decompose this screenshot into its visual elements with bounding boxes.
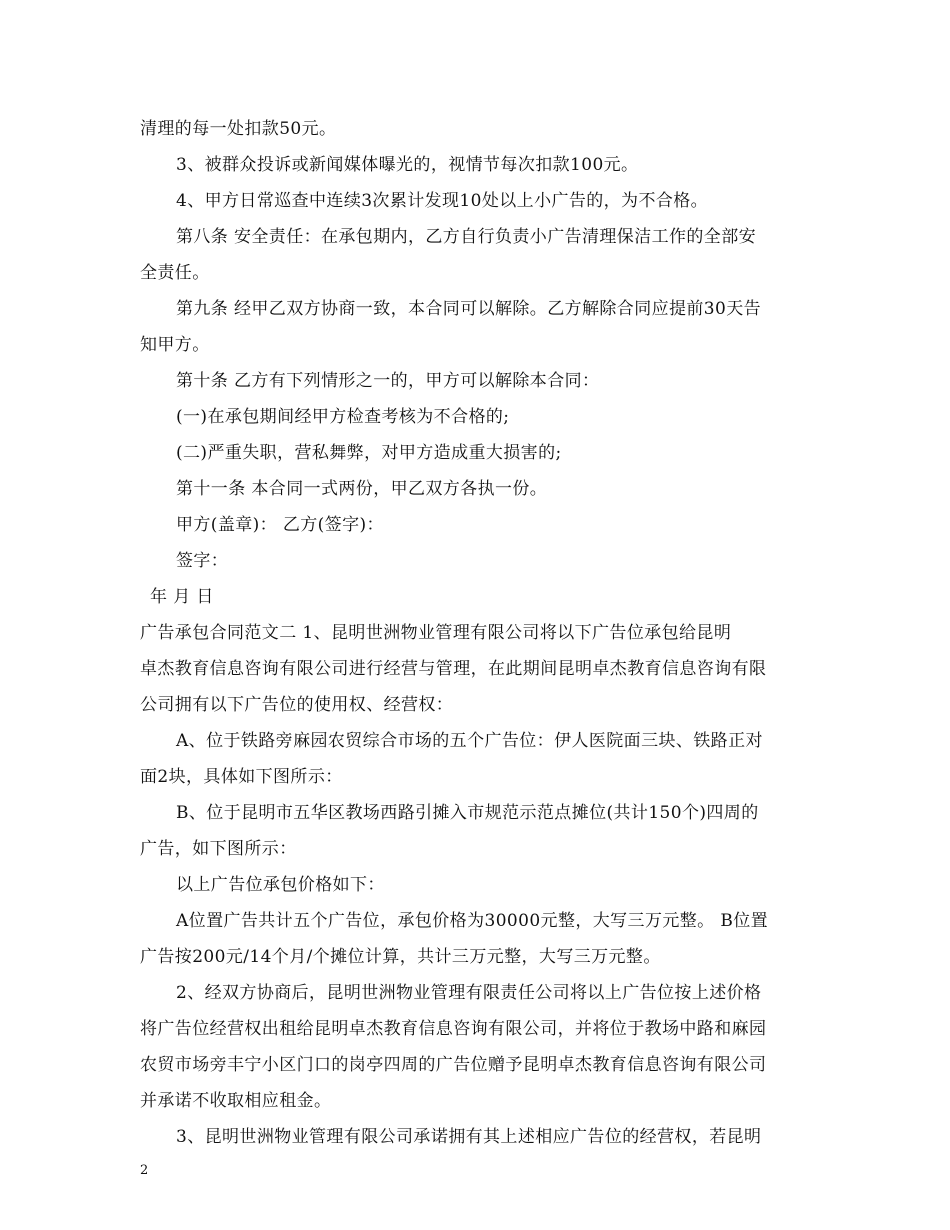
text-line: 第十一条 本合同一式两份，甲乙双方各执一份。 <box>176 479 548 499</box>
text-line: 卓杰教育信息咨询有限公司进行经营与管理，在此期间昆明卓杰教育信息咨询有限 <box>140 659 767 679</box>
signature-line: 甲方(盖章)： 乙方(签字)： <box>176 515 384 535</box>
text-line: A位置广告共计五个广告位，承包价格为30000元整，大写三万元整。 B位置 <box>176 911 769 931</box>
text-line: B、位于昆明市五华区教场西路引摊入市规范示范点摊位(共计150个)四周的 <box>176 803 759 823</box>
text-line: 第九条 经甲乙双方协商一致，本合同可以解除。乙方解除合同应提前30天告 <box>176 299 762 319</box>
text-line: 知甲方。 <box>140 335 210 355</box>
text-line: 并承诺不收取相应租金。 <box>140 1091 332 1111</box>
text-line: 农贸市场旁丰宁小区门口的岗亭四周的广告位赠予昆明卓杰教育信息咨询有限公司 <box>140 1055 767 1075</box>
text-line: A、位于铁路旁麻园农贸综合市场的五个广告位：伊人医院面三块、铁路正对 <box>176 731 763 751</box>
text-line: 第八条 安全责任：在承包期内，乙方自行负责小广告清理保洁工作的全部安 <box>176 227 757 247</box>
text-line: 全责任。 <box>140 263 210 283</box>
text-line: 3、昆明世洲物业管理有限公司承诺拥有其上述相应广告位的经营权，若昆明 <box>176 1127 762 1147</box>
page-number: 2 <box>140 1163 149 1178</box>
text-line: 4、甲方日常巡查中连续3次累计发现10处以上小广告的，为不合格。 <box>176 191 709 211</box>
text-line: 将广告位经营权出租给昆明卓杰教育信息咨询有限公司，并将位于教场中路和麻园 <box>140 1019 767 1039</box>
signature-line: 签字： <box>176 551 229 571</box>
text-line: 面2块，具体如下图所示： <box>140 767 343 787</box>
text-line: 广告按200元/14个月/个摊位计算，共计三万元整，大写三万元整。 <box>140 947 661 967</box>
text-line: 以上广告位承包价格如下： <box>176 875 385 895</box>
text-line: (一)在承包期间经甲方检查考核为不合格的; <box>176 407 510 427</box>
section-heading-line: 广告承包合同范文二 1、昆明世洲物业管理有限公司将以下广告位承包给昆明 <box>140 623 732 643</box>
text-line: 广告，如下图所示： <box>140 839 297 859</box>
text-line: 公司拥有以下广告位的使用权、经营权： <box>140 695 454 715</box>
text-line: 2、经双方协商后，昆明世洲物业管理有限责任公司将以上广告位按上述价格 <box>176 983 762 1003</box>
text-line: 清理的每一处扣款50元。 <box>140 119 337 139</box>
date-line: 年 月 日 <box>150 587 214 607</box>
text-line: 第十条 乙方有下列情形之一的，甲方可以解除本合同： <box>176 371 600 391</box>
text-line: (二)严重失职，营私舞弊，对甲方造成重大损害的; <box>176 443 562 463</box>
text-line: 3、被群众投诉或新闻媒体曝光的，视情节每次扣款100元。 <box>176 155 639 175</box>
